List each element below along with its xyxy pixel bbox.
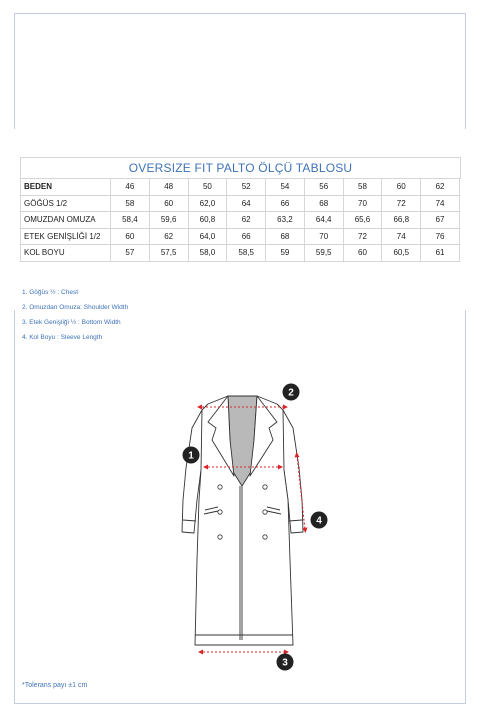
table-cell: 58,0: [188, 245, 227, 262]
left-cuff: [183, 520, 196, 521]
marker-3-label: 3: [282, 657, 288, 669]
table-cell: 52: [227, 179, 266, 196]
row-label: OMUZDAN OMUZA: [21, 212, 111, 229]
table-cell: 68: [304, 195, 343, 212]
row-label: BEDEN: [21, 179, 111, 196]
table-cell: 58,5: [227, 245, 266, 262]
table-cell: 66,8: [382, 212, 421, 229]
table-cell: 62,0: [188, 195, 227, 212]
marker-1-label: 1: [188, 450, 194, 462]
table-cell: 68: [266, 228, 305, 245]
note-bottom-width: 3. Etek Genişliği ½ : Bottom Width: [22, 319, 121, 326]
row-label: KOL BOYU: [21, 245, 111, 262]
table-cell: 62: [227, 212, 266, 229]
table-cell: 60: [149, 195, 188, 212]
table-cell: 64,4: [304, 212, 343, 229]
table-cell: 72: [382, 195, 421, 212]
table-cell: 57,5: [149, 245, 188, 262]
marker-2-label: 2: [288, 387, 294, 399]
button: [263, 535, 267, 539]
row-label: ETEK GENİŞLİĞİ 1/2: [21, 228, 111, 245]
sleeve-measure-line: [297, 455, 305, 530]
table-cell: 58: [343, 179, 382, 196]
table-cell: 62: [149, 228, 188, 245]
right-cuff: [289, 520, 302, 521]
table-cell: 64,0: [188, 228, 227, 245]
table-cell: 57: [111, 245, 150, 262]
table-cell: 67: [421, 212, 460, 229]
table-cell: 46: [111, 179, 150, 196]
table-cell: 60: [111, 228, 150, 245]
table-cell: 66: [227, 228, 266, 245]
table-cell: 54: [266, 179, 305, 196]
table-cell: 58,4: [111, 212, 150, 229]
arrow-head: [283, 405, 288, 410]
note-sleeve-length: 4. Kol Boyu : Sleeve Length: [22, 334, 103, 341]
size-chart-title: OVERSIZE FIT PALTO ÖLÇÜ TABLOSU: [20, 157, 461, 179]
button: [218, 535, 222, 539]
button: [263, 485, 267, 489]
table-cell: 65,6: [343, 212, 382, 229]
table-cell: 74: [382, 228, 421, 245]
table-cell: 76: [421, 228, 460, 245]
table-cell: 74: [421, 195, 460, 212]
note-chest: 1. Göğüs ½ : Chest: [22, 289, 79, 296]
table-cell: 72: [343, 228, 382, 245]
table-cell: 62: [421, 179, 460, 196]
row-label: GÖĞÜS 1/2: [21, 195, 111, 212]
button: [218, 510, 222, 514]
marker-4-label: 4: [316, 515, 322, 527]
table-cell: 58: [111, 195, 150, 212]
arrow-head: [197, 405, 202, 410]
table-cell: 48: [149, 179, 188, 196]
note-shoulder-width: 2. Omuzdan Omuza: Shoulder Width: [22, 304, 129, 311]
table-cell: 60: [382, 179, 421, 196]
table-cell: 70: [304, 228, 343, 245]
table-cell: 60,8: [188, 212, 227, 229]
table-cell: 63,2: [266, 212, 305, 229]
table-cell: 60: [343, 245, 382, 262]
table-cell: 70: [343, 195, 382, 212]
button: [218, 485, 222, 489]
table-cell: 59,6: [149, 212, 188, 229]
table-cell: 56: [304, 179, 343, 196]
table-cell: 61: [421, 245, 460, 262]
table-cell: 66: [266, 195, 305, 212]
button: [263, 510, 267, 514]
table-cell: 59,5: [304, 245, 343, 262]
table-cell: 59: [266, 245, 305, 262]
table-cell: 64: [227, 195, 266, 212]
table-cell: 50: [188, 179, 227, 196]
tolerance-footnote: *Tolerans payı ±1 cm: [22, 682, 88, 689]
table-cell: 60,5: [382, 245, 421, 262]
arrow-head: [198, 650, 203, 655]
